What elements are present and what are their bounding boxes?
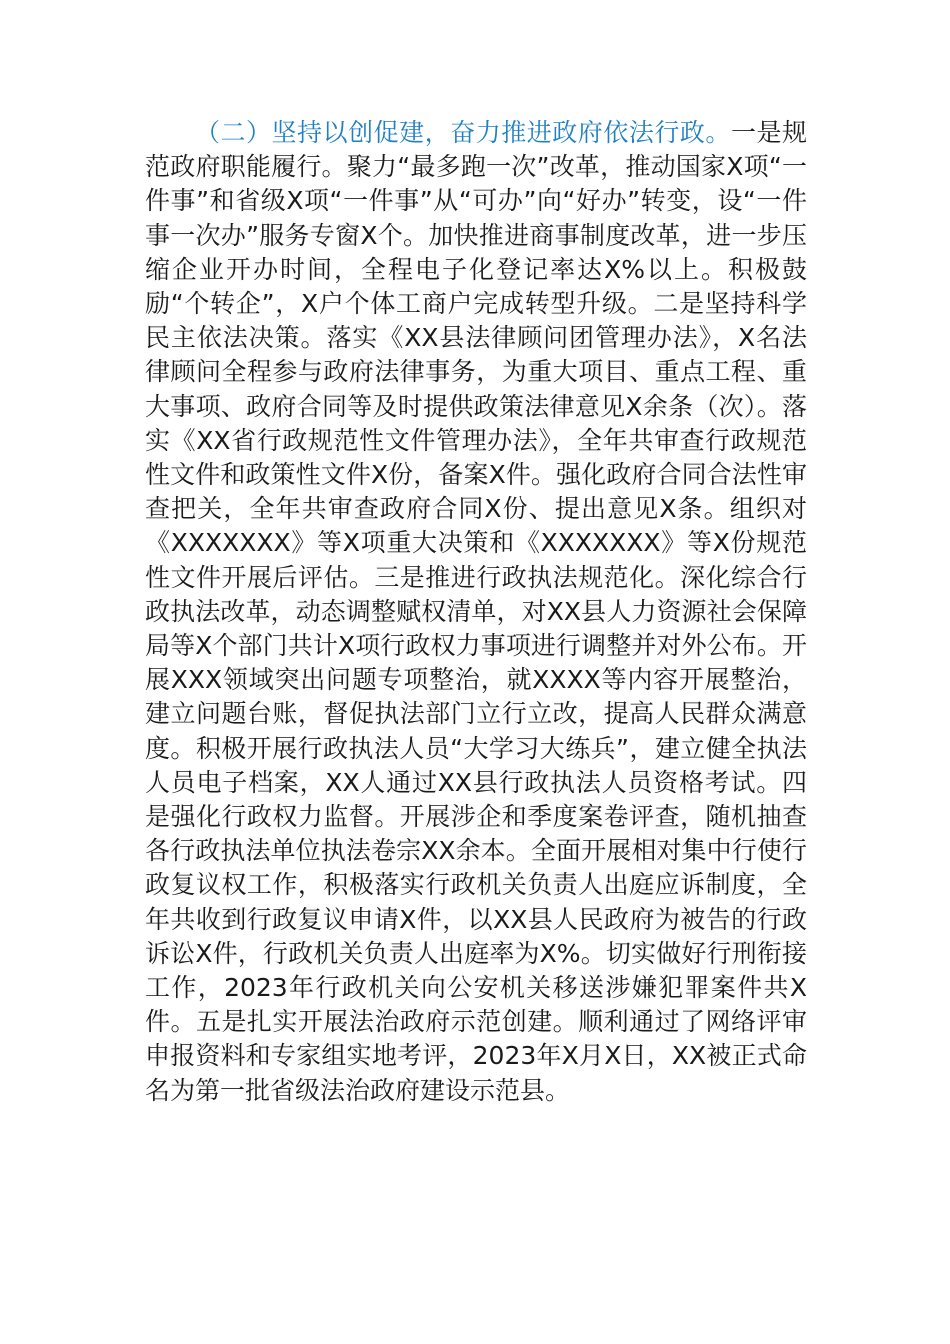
paragraph-text: 一是规范政府职能履行。聚力“最多跑一次”改革，推动国家X项“一件事”和省级X项“一件事”从“可办”向“好办”转变，设“一件事一次办”服务专窗X个。加快推进商事制度改革，进一步压缩企业开办时间，全程电子化登记率达X%以上。积极鼓励“个转企”，X户个体工商户完成转型升级。二是坚持科学民主依法决策。落实《XX县法律顾问团管理办法》，X名法律顾问全程参与政府法律事务，为重大项目、重点工程、重大事项、政府合同等及时提供政策法律意见X余条（次）。落实《XX省行政规范性文件管理办法》，全年共审查行政规范性文件和政策性文件X份，备案X件。强化政府合同合法性审查把关，全年共审查政府合同X份、提出意见X条。组织对《XXXXXXX》等X项重大决策和《XXXXXXX》等X份规范性文件开展后评估。三是推进行政执法规范化。深化综合行政执法改革，动态调整赋权清单，对XX县人力资源社会保障局等X个部门共计X项行政权力事项进行调整并对外公布。开展XXX领域突出问题专项整治，就XXXX等内容开展整治，建立问题台账，督促执法部门立行立改，提高人民群众满意度。积极开展行政执法人员“大学习大练兵”，建立健全执法人员电子档案，XX人通过XX县行政执法人员资格考试。四是强化行政权力监督。开展涉企和季度案卷评查，随机抽查各行政执法单位执法卷宗XX余本。全面开展相对集中行使行政复议权工作，积极落实行政机关负责人出庭应诉制度，全年共收到行政复议申请X件，以XX县人民政府为被告的行政诉讼X件，行政机关负责人出庭率为X%。切实做好行刑衔接工作，2023年行政机关向公安机关移送涉嫌犯罪案件共X件。五是扎实开展法治政府示范创建。顺利通过了网络评审申报资料和专家组实地考评，2023年X月X日，XX被正式命名为第一批省级法治政府建设示范县。	[145, 118, 807, 1105]
section-heading: （二）坚持以创促建，奋力推进政府依法行政。	[195, 118, 731, 147]
body-paragraph	[145, 116, 807, 1108]
